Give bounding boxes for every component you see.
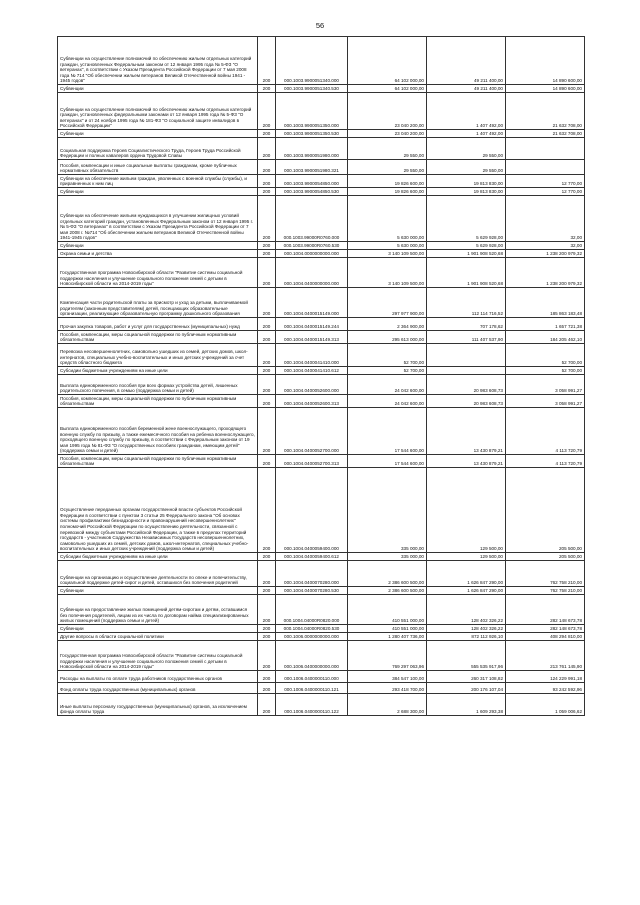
line-code-cell: 200 (258, 250, 276, 258)
executed-amount-cell: 129 500,00 (427, 468, 506, 553)
budget-code-cell: 000.1004.0400052600.000 (276, 375, 348, 395)
table-row (58, 595, 585, 625)
executed-amount-cell: 1 407 492,00 (427, 130, 506, 138)
unexecuted-amount-cell: 1 238 200 979,32 (506, 258, 585, 288)
table-body (58, 37, 585, 716)
expense-name-cell: Субвенции на предоставление жилых помещений детям-сиротам и детям, оставшимся без попечения родителей, лицам из их числа по договорам найма специализированных жилых помещений (поддержка семьи и детей) (58, 595, 258, 625)
unexecuted-amount-cell: 52 700,00 (506, 367, 585, 375)
line-code-cell: 200 (258, 188, 276, 196)
expense-name-cell: Охрана семьи и детства (58, 250, 258, 258)
unexecuted-amount-cell: 762 758 210,00 (506, 587, 585, 595)
expense-name-cell: Субвенции на осуществление полномочий по обеспечению жильем отдельных категорий граждан, установленных федеральными законами от 12 января 1995 года № 5-ФЗ "О ветеранах" и от 24 ноября 1995 года № 181-ФЗ "О социальной защите инвалидов в Российской Федерации" (58, 93, 258, 130)
expense-name-cell: Субвенции на организацию и осуществление деятельности по опеке и попечительству, социальной поддержке детей-сирот и детей, оставшихся без попечения родителей (58, 561, 258, 587)
unexecuted-amount-cell: 205 500,00 (506, 468, 585, 553)
approved-amount-cell: 384 547 100,00 (348, 671, 427, 683)
table-row (58, 331, 585, 344)
executed-amount-cell: 19 813 830,00 (427, 175, 506, 188)
approved-amount-cell: 3 140 109 500,00 (348, 250, 427, 258)
approved-amount-cell: 52 700,00 (348, 344, 427, 367)
line-code-cell: 200 (258, 93, 276, 130)
budget-execution-table (57, 36, 585, 716)
budget-code-cell: 000.1004.0400000000.000 (276, 258, 348, 288)
executed-amount-cell: 1 407 492,00 (427, 93, 506, 130)
budget-code-cell: 000.1006.0400000000.000 (276, 641, 348, 671)
budget-code-cell: 000.1004.0400052700.000 (276, 408, 348, 455)
budget-code-cell: 000.1004.04000R0820.000 (276, 595, 348, 625)
line-code-cell: 200 (258, 455, 276, 468)
table-row (58, 408, 585, 455)
line-code-cell: 200 (258, 344, 276, 367)
approved-amount-cell: 24 042 600,00 (348, 375, 427, 395)
executed-amount-cell (427, 344, 506, 367)
line-code-cell: 200 (258, 258, 276, 288)
unexecuted-amount-cell: 1 657 721,38 (506, 318, 585, 331)
unexecuted-amount-cell: 762 758 210,00 (506, 561, 585, 587)
approved-amount-cell: 52 700,00 (348, 367, 427, 375)
budget-code-cell: 000.1004.0000000000.000 (276, 250, 348, 258)
executed-amount-cell: 13 430 879,21 (427, 455, 506, 468)
approved-amount-cell: 5 630 000,00 (348, 242, 427, 250)
budget-code-cell: 000.1006.0400000110.122 (276, 694, 348, 716)
executed-amount-cell: 1 626 847 290,00 (427, 587, 506, 595)
table-row (58, 561, 585, 587)
approved-amount-cell: 64 102 000,00 (348, 85, 427, 93)
executed-amount-cell: 260 317 108,82 (427, 671, 506, 683)
table-row (58, 468, 585, 553)
approved-amount-cell: 64 102 000,00 (348, 37, 427, 85)
approved-amount-cell: 19 826 600,00 (348, 188, 427, 196)
approved-amount-cell: 2 364 900,00 (348, 318, 427, 331)
approved-amount-cell: 19 826 600,00 (348, 175, 427, 188)
table-row (58, 196, 585, 242)
budget-code-cell: 000.1003.9900051350.530 (276, 130, 348, 138)
expense-name-cell: Государственная программа Новосибирской области "Развитие системы социальной поддержки населения и улучшение социального положения семей с детьми в Новосибирской области на 2014-2019 годы" (58, 258, 258, 288)
table-row (58, 175, 585, 188)
line-code-cell: 200 (258, 318, 276, 331)
line-code-cell: 200 (258, 641, 276, 671)
executed-amount-cell: 19 813 830,00 (427, 188, 506, 196)
unexecuted-amount-cell (506, 160, 585, 175)
table-row (58, 242, 585, 250)
executed-amount-cell (427, 367, 506, 375)
table-row (58, 138, 585, 160)
table-row (58, 318, 585, 331)
budget-code-cell: 000.1003.9900054850.000 (276, 175, 348, 188)
table-row (58, 694, 585, 716)
expense-name-cell: Выплата единовременного пособия при всех формах устройства детей, лишенных родительского попечения, в семью (поддержка семьи и детей) (58, 375, 258, 395)
unexecuted-amount-cell: 52 700,00 (506, 344, 585, 367)
budget-code-cell: 000.1004.0400041410.612 (276, 367, 348, 375)
line-code-cell: 200 (258, 683, 276, 694)
budget-code-cell: 000.1004.0400041410.000 (276, 344, 348, 367)
line-code-cell: 200 (258, 587, 276, 595)
executed-amount-cell: 49 211 400,00 (427, 37, 506, 85)
budget-code-cell: 000.1003.99000R0760.000 (276, 196, 348, 242)
table-row (58, 188, 585, 196)
approved-amount-cell: 3 140 109 500,00 (348, 258, 427, 288)
expense-name-cell: Фонд оплаты труда государственных (муниципальных) органов (58, 683, 258, 694)
budget-code-cell: 000.1004.0400015149.244 (276, 318, 348, 331)
expense-name-cell: Иные выплаты персоналу государственных (муниципальных) органов, за исключением фонда оплаты труда (58, 694, 258, 716)
unexecuted-amount-cell: 32,00 (506, 196, 585, 242)
line-code-cell: 200 (258, 37, 276, 85)
approved-amount-cell: 293 418 700,00 (348, 683, 427, 694)
approved-amount-cell: 29 550,00 (348, 138, 427, 160)
budget-code-cell: 000.1004.0400052700.313 (276, 455, 348, 468)
executed-amount-cell: 20 983 608,73 (427, 375, 506, 395)
expense-name-cell: Субвенции (58, 130, 258, 138)
line-code-cell: 200 (258, 85, 276, 93)
executed-amount-cell: 13 430 879,21 (427, 408, 506, 455)
unexecuted-amount-cell: 184 205 462,10 (506, 331, 585, 344)
budget-code-cell: 000.1006.0000000000.000 (276, 633, 348, 641)
unexecuted-amount-cell: 213 761 145,90 (506, 641, 585, 671)
executed-amount-cell: 707 178,62 (427, 318, 506, 331)
unexecuted-amount-cell: 185 863 183,48 (506, 288, 585, 318)
executed-amount-cell: 111 407 537,90 (427, 331, 506, 344)
expense-name-cell: Осуществление переданных органам государственной власти субъектов Российской Федерации в соответствии с пунктом 3 статьи 25 Федерального закона "Об основах системы профилактики безнадзорности и правонарушений несовершеннолетних" полномочий Российской Федерации по осуществлению деятельности, связанной с перевозкой между субъектами Российской Федерации, а также в пределах территорий государств - участников Содружества Независимых Государств несовершеннолетних, самовольно ушедших из семей, детских домов, школ-интернатов, специальных учебно-воспитательных и иных детских учреждений (поддержка семьи и детей) (58, 468, 258, 553)
expense-name-cell: Государственная программа Новосибирской области "Развитие системы социальной поддержки населения и улучшение социального положения семей с детьми в Новосибирской области на 2014-2019 годы" (58, 641, 258, 671)
executed-amount-cell: 1 609 293,38 (427, 694, 506, 716)
expense-name-cell: Расходы на выплаты по оплате труда работников государственных органов (58, 671, 258, 683)
unexecuted-amount-cell: 1 238 200 979,32 (506, 250, 585, 258)
unexecuted-amount-cell: 1 059 006,62 (506, 694, 585, 716)
table-row (58, 367, 585, 375)
approved-amount-cell: 335 000,00 (348, 553, 427, 561)
line-code-cell: 200 (258, 138, 276, 160)
budget-code-cell: 000.1006.0400000110.000 (276, 671, 348, 683)
expense-name-cell: Пособия, компенсации, меры социальной поддержки по публичным нормативным обязательствам (58, 395, 258, 408)
executed-amount-cell: 5 629 928,00 (427, 242, 506, 250)
table-row (58, 85, 585, 93)
approved-amount-cell: 295 613 000,00 (348, 331, 427, 344)
approved-amount-cell: 2 386 600 500,00 (348, 587, 427, 595)
line-code-cell: 200 (258, 242, 276, 250)
executed-amount-cell: 1 901 908 520,68 (427, 258, 506, 288)
line-code-cell: 200 (258, 595, 276, 625)
approved-amount-cell: 410 551 000,00 (348, 595, 427, 625)
expense-name-cell: Пособия, компенсации, меры социальной поддержки по публичным нормативным обязательствам (58, 455, 258, 468)
line-code-cell: 200 (258, 694, 276, 716)
table-row (58, 93, 585, 130)
expense-name-cell: Субсидии бюджетным учреждениям на иные цели (58, 553, 258, 561)
budget-code-cell: 000.1003.9900051340.000 (276, 37, 348, 85)
table-row (58, 587, 585, 595)
approved-amount-cell: 23 040 200,00 (348, 130, 427, 138)
unexecuted-amount-cell: 21 632 708,00 (506, 93, 585, 130)
table-row (58, 250, 585, 258)
expense-name-cell: Субвенции на обеспечение жильем нуждающихся в улучшении жилищных условий отдельных категорий граждан, установленных Федеральным законом от 12 января 1995 г. № 5-ФЗ "О ветеранах" в соответствии с Указом Президента Российской Федерации от 7 мая 2008 г. №714 "Об обеспечении жильем ветеранов Великой Отечественной войны 1941-1945 годов" (58, 196, 258, 242)
expense-name-cell: Субвенции на осуществление полномочий по обеспечению жильем отдельных категорий граждан, установленных Федеральным законом от 12 января 1995 года № 5-ФЗ "О ветеранах", в соответствии с Указом Президента Российской Федерации от 7 мая 2008 года № 714 "Об обеспечении жильем ветеранов Великой Отечественной войны 1941 - 1945 годов" (58, 37, 258, 85)
table-row (58, 160, 585, 175)
expense-name-cell: Субсидии бюджетным учреждениям на иные цели (58, 367, 258, 375)
approved-amount-cell: 2 386 600 500,00 (348, 561, 427, 587)
line-code-cell: 200 (258, 331, 276, 344)
approved-amount-cell: 297 977 900,00 (348, 288, 427, 318)
approved-amount-cell: 769 297 063,96 (348, 641, 427, 671)
page-number: 56 (315, 21, 325, 30)
expense-name-cell: Субвенции (58, 242, 258, 250)
budget-code-cell: 000.1004.0400070280.530 (276, 587, 348, 595)
approved-amount-cell: 17 544 600,00 (348, 408, 427, 455)
executed-amount-cell: 129 500,00 (427, 553, 506, 561)
line-code-cell: 200 (258, 408, 276, 455)
table-row (58, 683, 585, 694)
budget-code-cell: 000.1003.9900051340.530 (276, 85, 348, 93)
budget-code-cell: 000.1003.9900051980.000 (276, 138, 348, 160)
approved-amount-cell: 410 551 000,00 (348, 625, 427, 633)
line-code-cell: 200 (258, 288, 276, 318)
table-row (58, 633, 585, 641)
executed-amount-cell: 128 402 326,22 (427, 595, 506, 625)
expense-name-cell: Субвенции (58, 587, 258, 595)
unexecuted-amount-cell: 3 058 991,27 (506, 375, 585, 395)
expense-name-cell: Другие вопросы в области социальной политики (58, 633, 258, 641)
table-row (58, 455, 585, 468)
expense-name-cell: Социальная поддержка Героев Социалистического Труда, Героев Труда Российской Федерации и полных кавалеров ордена Трудовой Славы (58, 138, 258, 160)
table-row (58, 671, 585, 683)
unexecuted-amount-cell: 14 890 600,00 (506, 37, 585, 85)
approved-amount-cell: 17 544 600,00 (348, 455, 427, 468)
line-code-cell: 200 (258, 395, 276, 408)
expense-name-cell: Компенсация части родительской платы за присмотр и уход за детьми, выплачиваемой родителям (законным представителям) детей, посещающих образовательные организации, реализующие образовательную программу дошкольного образования (58, 288, 258, 318)
approved-amount-cell: 24 042 600,00 (348, 395, 427, 408)
line-code-cell: 200 (258, 625, 276, 633)
expense-name-cell: Субвенции (58, 85, 258, 93)
unexecuted-amount-cell: 93 242 592,96 (506, 683, 585, 694)
unexecuted-amount-cell: 14 890 600,00 (506, 85, 585, 93)
budget-code-cell: 000.1004.0400059400.612 (276, 553, 348, 561)
line-code-cell: 200 (258, 671, 276, 683)
budget-code-cell: 000.1004.0400070280.000 (276, 561, 348, 587)
line-code-cell: 200 (258, 561, 276, 587)
budget-code-cell: 000.1003.9900051350.000 (276, 93, 348, 130)
executed-amount-cell: 112 114 716,52 (427, 288, 506, 318)
unexecuted-amount-cell: 282 148 673,78 (506, 595, 585, 625)
table-row (58, 288, 585, 318)
expense-name-cell: Прочая закупка товаров, работ и услуг для государственных (муниципальных) нужд (58, 318, 258, 331)
table-row (58, 625, 585, 633)
budget-code-cell: 000.1003.9900054850.530 (276, 188, 348, 196)
table-row (58, 641, 585, 671)
expense-name-cell: Субвенции на обеспечение жильем граждан, уволенных с военной службы (службы), и приравненных к ним лиц (58, 175, 258, 188)
approved-amount-cell: 335 000,00 (348, 468, 427, 553)
budget-code-cell: 000.1004.0400052600.313 (276, 395, 348, 408)
table-row (58, 344, 585, 367)
budget-code-cell: 000.1004.04000R0820.530 (276, 625, 348, 633)
expense-name-cell: Субвенции (58, 625, 258, 633)
executed-amount-cell: 29 550,00 (427, 138, 506, 160)
unexecuted-amount-cell: 12 770,00 (506, 188, 585, 196)
unexecuted-amount-cell: 408 294 810,00 (506, 633, 585, 641)
line-code-cell: 200 (258, 160, 276, 175)
unexecuted-amount-cell: 32,00 (506, 242, 585, 250)
unexecuted-amount-cell: 205 500,00 (506, 553, 585, 561)
expense-name-cell: Пособия, компенсации, меры социальной поддержки по публичным нормативным обязательствам (58, 331, 258, 344)
executed-amount-cell: 200 176 107,04 (427, 683, 506, 694)
budget-code-cell: 000.1006.0400000110.121 (276, 683, 348, 694)
executed-amount-cell: 29 550,00 (427, 160, 506, 175)
line-code-cell: 200 (258, 130, 276, 138)
table-row (58, 37, 585, 85)
budget-code-cell: 000.1003.99000R0760.530 (276, 242, 348, 250)
expense-name-cell: Пособия, компенсации и иные социальные выплаты гражданам, кроме публичных нормативных обязательств (58, 160, 258, 175)
executed-amount-cell: 872 112 926,10 (427, 633, 506, 641)
executed-amount-cell: 49 211 400,00 (427, 85, 506, 93)
table-row (58, 258, 585, 288)
executed-amount-cell: 20 983 608,73 (427, 395, 506, 408)
approved-amount-cell: 2 688 300,00 (348, 694, 427, 716)
unexecuted-amount-cell: 4 113 720,79 (506, 408, 585, 455)
table-row (58, 375, 585, 395)
budget-code-cell: 000.1004.0400015149.313 (276, 331, 348, 344)
expense-name-cell: Выплата единовременного пособия беременной жене военнослужащего, проходящего военную службу по призыву, а также ежемесячного пособия на ребенка военнослужащего, проходящего военную службу по призыву, в соответствии с Федеральным законом от 19 мая 1995 года № 81-ФЗ "О государственных пособиях гражданам, имеющим детей" (поддержка семьи и детей) (58, 408, 258, 455)
budget-code-cell: 000.1003.9900051980.321 (276, 160, 348, 175)
table-row (58, 395, 585, 408)
unexecuted-amount-cell: 4 113 720,79 (506, 455, 585, 468)
line-code-cell: 200 (258, 553, 276, 561)
line-code-cell: 200 (258, 367, 276, 375)
budget-code-cell: 000.1004.0400015149.000 (276, 288, 348, 318)
expense-name-cell: Субвенции (58, 188, 258, 196)
line-code-cell: 200 (258, 196, 276, 242)
unexecuted-amount-cell: 282 148 673,78 (506, 625, 585, 633)
line-code-cell: 200 (258, 633, 276, 641)
approved-amount-cell: 29 550,00 (348, 160, 427, 175)
unexecuted-amount-cell (506, 138, 585, 160)
approved-amount-cell: 1 280 407 736,00 (348, 633, 427, 641)
executed-amount-cell: 1 901 908 520,68 (427, 250, 506, 258)
line-code-cell: 200 (258, 375, 276, 395)
unexecuted-amount-cell: 12 770,00 (506, 175, 585, 188)
line-code-cell: 200 (258, 468, 276, 553)
unexecuted-amount-cell: 124 229 991,18 (506, 671, 585, 683)
executed-amount-cell: 555 535 917,96 (427, 641, 506, 671)
approved-amount-cell: 5 630 000,00 (348, 196, 427, 242)
executed-amount-cell: 5 629 928,00 (427, 196, 506, 242)
budget-code-cell: 000.1004.0400059400.000 (276, 468, 348, 553)
executed-amount-cell: 1 626 847 290,00 (427, 561, 506, 587)
table-row (58, 553, 585, 561)
expense-name-cell: Перевозка несовершеннолетних, самовольно ушедших из семей, детских домов, школ-интернатов, специальных учебно-воспитательных и иных детских учреждений за счет средств областного бюджета (58, 344, 258, 367)
table-row (58, 130, 585, 138)
unexecuted-amount-cell: 3 058 991,27 (506, 395, 585, 408)
unexecuted-amount-cell: 21 632 708,00 (506, 130, 585, 138)
executed-amount-cell: 128 402 326,22 (427, 625, 506, 633)
approved-amount-cell: 23 040 200,00 (348, 93, 427, 130)
line-code-cell: 200 (258, 175, 276, 188)
